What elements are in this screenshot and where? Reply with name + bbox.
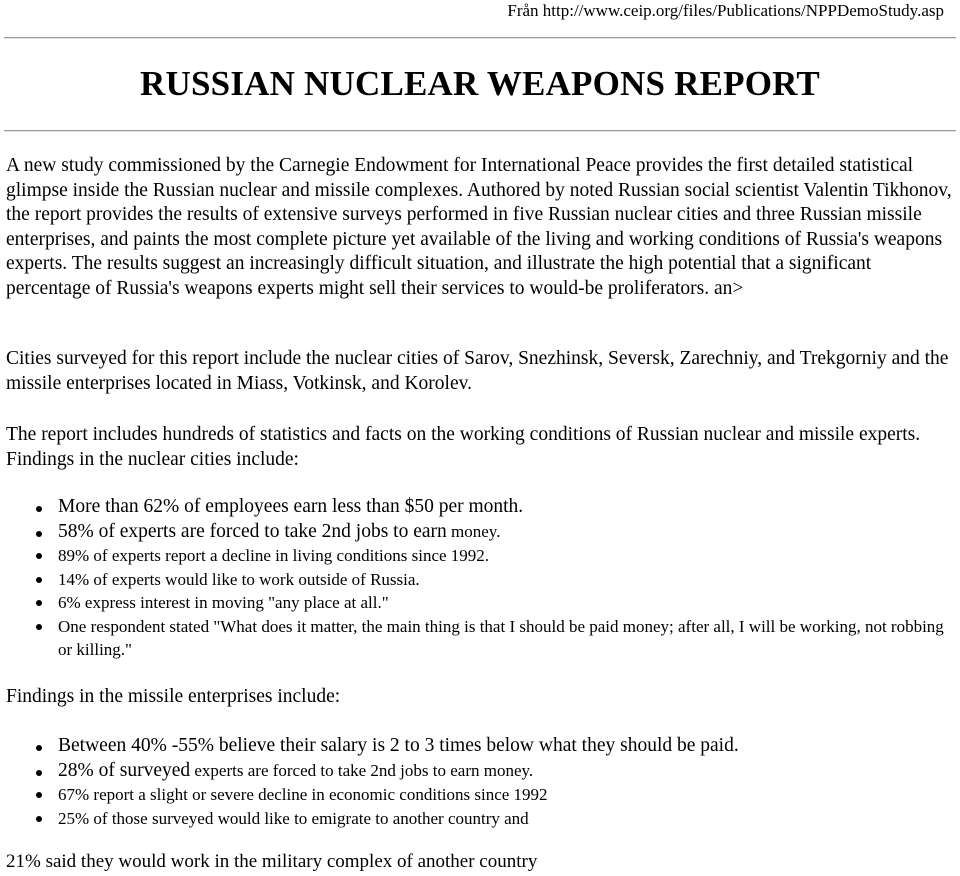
bullet-icon [36,816,42,822]
list-item-emphasis: More than 62% of employees earn less than $50 per month. [58,496,524,517]
list-item-text: One respondent stated "What does it matter, the main thing is that I should be paid money; after all, I will be working, not robbing or killing." [58,616,944,659]
final-statement: 21% said they would work in the military complex of another country [6,851,538,872]
cities-paragraph: Cities surveyed for this report include the nuclear cities of Sarov, Snezhinsk, Seversk, Zarechniy, and Trekgorniy and the missile enterprises located in Miass, Votkinsk, and Korolev. [6,348,949,394]
bullet-icon [36,745,42,751]
list-item [0,615,946,662]
top-divider [4,37,956,39]
bullet-icon [36,600,42,606]
list-item [0,783,946,807]
bullet-icon [36,792,42,798]
title-divider [4,130,956,132]
source-url-line: Från http://www.ceip.org/files/Publications/NPPDemoStudy.asp [507,1,944,20]
list-item-emphasis: 58% of experts are forced to take 2nd jobs to earn [58,521,447,542]
list-item-text: 14% of experts would like to work outside of Russia. [58,569,420,589]
list-item-text: 67% report a slight or severe decline in economic conditions since 1992 [58,785,548,804]
missile-findings-heading: Findings in the missile enterprises include: [6,686,341,707]
bullet-icon [36,506,42,512]
list-item [0,519,946,544]
bullet-icon [36,624,42,630]
list-item [0,494,946,519]
list-item [0,544,946,568]
list-item [0,758,946,783]
bullet-icon [36,553,42,559]
bullet-icon [36,577,42,583]
nuclear-findings-list [0,494,946,662]
report-paragraph: The report includes hundreds of statistics and facts on the working conditions of Russian nuclear and missile experts. Findings in the nuclear cities include: [6,424,921,470]
intro-paragraph: A new study commissioned by the Carnegie Endowment for International Peace provides the first detailed statistical glimpse inside the Russian nuclear and missile complexes. Authored by noted Russian social scientist Valentin Tikhonov, the report provides the results of extensive surveys performed in five Russian nuclear cities and three Russian missile enterprises, and paints the most complete picture yet available of the living and working conditions of Russia's weapons experts. The results suggest an increasingly difficult situation, and illustrate the high potential that a significant percentage of Russia's weapons experts might sell their services to would-be proliferators. an> [6,155,952,299]
missile-findings-list [0,733,946,830]
list-item-text: 89% of experts report a decline in living conditions since 1992. [58,546,490,565]
list-item-text: 6% express interest in moving "any place at all." [58,593,389,612]
list-item-text: 25% of those surveyed would like to emigrate to another country and [58,808,529,828]
list-item-emphasis: Between 40% -55% believe their salary is 2 to 3 times below what they should be paid. [58,735,739,756]
page-title: RUSSIAN NUCLEAR WEAPONS REPORT [140,64,820,103]
list-item [0,568,946,592]
list-item [0,807,946,831]
list-item-text: experts are forced to take 2nd jobs to earn money. [190,761,534,780]
list-item-emphasis: 28% of surveyed [58,760,191,781]
bullet-icon [36,531,42,537]
list-item [0,591,946,615]
list-item-text: money. [446,522,501,541]
bullet-icon [36,770,42,776]
list-item [0,733,946,758]
